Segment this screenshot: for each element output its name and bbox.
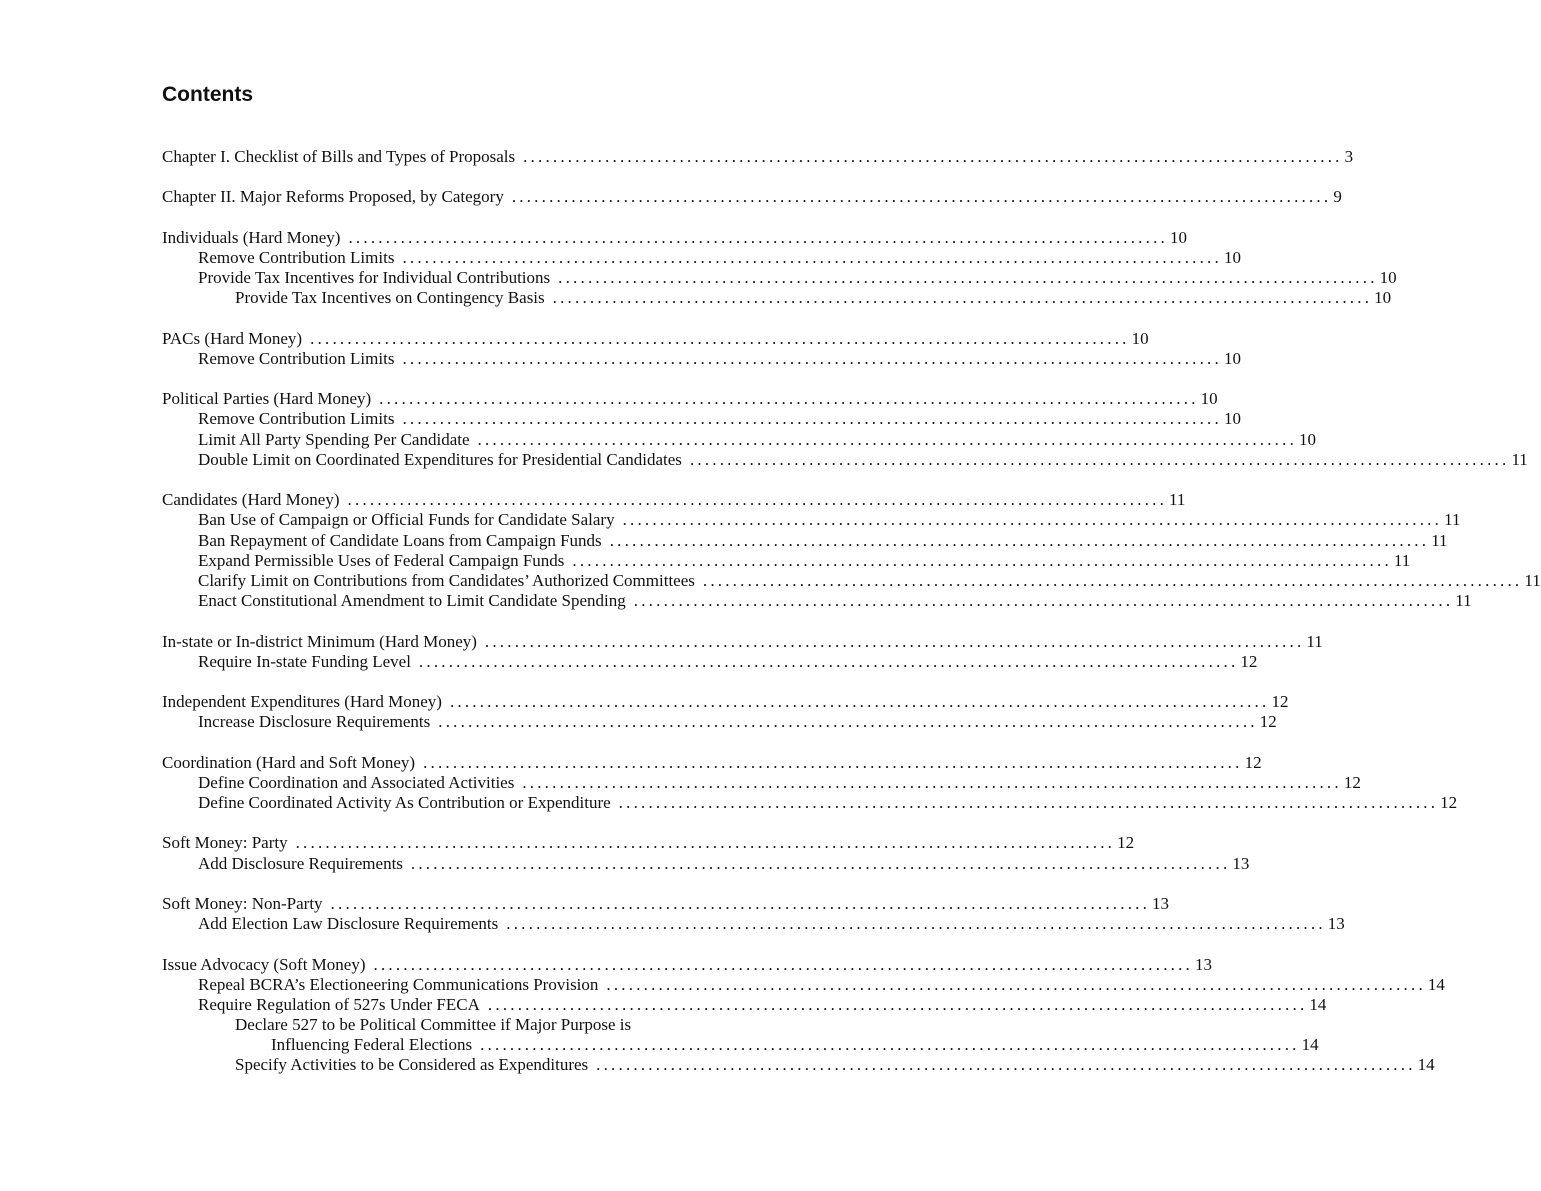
toc-entry-page: 10 [1200,389,1218,409]
toc-entry-title: Candidates (Hard Money) [162,490,340,510]
toc-entry[interactable] [162,348,1241,369]
dot-leader: .............................................................................................................. [477,429,1298,449]
toc-entry-title: Ban Repayment of Candidate Loans from Campaign Funds [198,530,602,550]
dot-leader: .............................................................................................................. [506,914,1326,934]
toc-entry[interactable] [162,893,1170,914]
toc-entry-title: Define Coordination and Associated Activities [198,772,515,792]
toc-entry-title: Double Limit on Coordinated Expenditures for Presidential Candidates [198,449,682,469]
toc-entry-title: Provide Tax Incentives for Individual Contributions [198,268,551,288]
toc-entry-title: Clarify Limit on Contributions from Candidates’ Authorized Committees [198,570,695,590]
toc-entry[interactable] [162,187,1342,207]
toc-entry-title: PACs (Hard Money) [162,328,303,348]
dot-leader: .............................................................................................................. [402,247,1222,267]
page-title: Contents [162,83,253,106]
dot-leader: .............................................................................................................. [484,631,1305,651]
toc-entry-page: 10 [1223,247,1241,267]
dot-leader: .............................................................................................................. [618,793,1439,812]
toc-entry[interactable] [162,449,1528,470]
toc-entry[interactable] [162,1035,1319,1055]
dot-leader: .............................................................................................................. [402,348,1222,368]
toc-entry-title: Individuals (Hard Money) [162,227,341,247]
toc-entry[interactable] [162,490,1186,510]
dot-leader: .............................................................................................................. [622,510,1443,530]
toc-entry[interactable] [162,1055,1435,1075]
toc-entry-page: 10 [1223,348,1241,368]
toc-entry-page: 11 [1169,490,1186,510]
toc-entry[interactable] [162,268,1397,288]
toc-entry[interactable] [162,570,1541,591]
dot-leader: .............................................................................................................. [410,853,1231,873]
toc-entry-page: 14 [1427,974,1445,994]
toc-entry[interactable] [162,692,1289,712]
dot-leader: .............................................................................................................. [633,591,1454,611]
toc-entry[interactable] [162,227,1187,248]
toc-entry-page: 11 [1524,570,1541,590]
dot-leader: .............................................................................................................. [609,530,1430,550]
toc-entry-title: In-state or In-district Minimum (Hard Money) [162,631,477,651]
toc-entry-page: 13 [1232,853,1250,873]
toc-entry-title: Remove Contribution Limits [198,409,395,429]
dot-leader: .............................................................................................................. [379,389,1199,409]
toc-entry-title: Political Parties (Hard Money) [162,389,372,409]
toc-entry-title: Chapter I. Checklist of Bills and Types of Proposals [162,147,516,166]
toc-entry-page: 13 [1195,954,1212,974]
dot-leader: .............................................................................................................. [552,288,1373,308]
toc-entry-page: 12 [1240,651,1258,671]
dot-leader: .............................................................................................................. [310,328,1130,348]
toc-entry-title: Require In-state Funding Level [198,651,411,671]
toc-entry[interactable] [162,954,1212,975]
toc-entry-title: Limit All Party Spending Per Candidate [198,429,470,449]
dot-leader: .............................................................................................................. [295,833,1116,853]
dot-leader: .............................................................................................................. [689,449,1510,469]
toc-entry[interactable] [162,389,1218,409]
toc-entry-page: 11 [1455,591,1472,611]
dot-leader: .............................................................................................................. [418,651,1239,671]
toc-entry-page: 14 [1417,1055,1435,1075]
toc-entry-page: 12 [1343,772,1361,792]
dot-leader: .............................................................................................................. [348,227,1168,247]
table-of-contents [162,147,1541,1076]
toc-entry-page: 14 [1301,1035,1319,1055]
toc-entry[interactable] [162,772,1361,793]
toc-entry[interactable] [162,409,1241,429]
toc-entry-page: 3 [1344,147,1354,166]
toc-entry-title: Influencing Federal Elections [271,1035,473,1055]
toc-entry-title: Declare 527 to be Political Committee if Major Purpose is [235,1015,632,1035]
toc-entry[interactable] [162,510,1461,530]
dot-leader: .............................................................................................................. [522,772,1342,792]
toc-entry-page: 10 [1374,288,1392,308]
toc-entry-page: 13 [1152,893,1170,913]
dot-leader: .............................................................................................................. [347,490,1168,510]
dot-leader: .............................................................................................................. [572,550,1392,570]
toc-entry-page: 11 [1393,550,1411,570]
toc-entry-title: Soft Money: Party [162,833,288,853]
toc-entry-title: Specify Activities to be Considered as Expenditures [235,1055,589,1075]
toc-entry-title: Remove Contribution Limits [198,348,395,368]
toc-entry[interactable] [162,147,1354,167]
toc-entry-title: Soft Money: Non-Party [162,893,323,913]
dot-leader: .............................................................................................................. [438,712,1258,732]
toc-entry-page: 12 [1117,833,1135,853]
toc-entry[interactable] [162,631,1323,652]
toc-entry[interactable] [162,651,1258,672]
toc-entry-page: 12 [1259,712,1277,732]
toc-entry[interactable] [162,288,1392,308]
toc-entry-page: 12 [1244,752,1262,772]
toc-entry[interactable] [162,328,1149,349]
toc-entry[interactable] [162,914,1345,934]
toc-entry[interactable] [162,793,1458,813]
toc-entry-page: 9 [1333,187,1342,207]
dot-leader: .............................................................................................................. [558,268,1378,288]
toc-entry[interactable] [162,833,1135,853]
toc-entry[interactable] [162,429,1317,450]
toc-entry-page: 11 [1431,530,1448,550]
dot-leader: .............................................................................................................. [373,954,1193,974]
toc-entry-page: 10 [1379,268,1397,288]
toc-entry-title: Add Disclosure Requirements [198,853,403,873]
dot-leader: .............................................................................................................. [511,187,1332,207]
toc-entry[interactable] [162,853,1250,874]
toc-entry-page: 10 [1131,328,1149,348]
toc-entry-title: Repeal BCRA’s Electioneering Communications Provision [198,974,599,994]
toc-entry-page: 14 [1309,994,1327,1014]
toc-entry[interactable] [162,712,1277,732]
toc-entry-title: Ban Use of Campaign or Official Funds for Candidate Salary [198,510,615,530]
dot-leader: .............................................................................................................. [449,692,1270,712]
toc-entry-title: Increase Disclosure Requirements [198,712,431,732]
dot-leader: .............................................................................................................. [423,752,1243,772]
toc-entry-title: Independent Expenditures (Hard Money) [162,692,442,712]
toc-entry-page: 11 [1444,510,1461,530]
toc-entry-title: Expand Permissible Uses of Federal Campaign Funds [198,550,565,570]
toc-entry-page: 10 [1223,409,1241,429]
toc-entry-page: 10 [1169,227,1187,247]
toc-entry-title: Coordination (Hard and Soft Money) [162,752,416,772]
toc-entry-title: Define Coordinated Activity As Contribution or Expenditure [198,793,611,812]
dot-leader: .............................................................................................................. [480,1035,1300,1055]
dot-leader: .............................................................................................................. [702,570,1523,590]
toc-entry-title: Enact Constitutional Amendment to Limit Candidate Spending [198,591,626,611]
toc-entry-title: Add Election Law Disclosure Requirements [198,914,499,934]
dot-leader: .............................................................................................................. [596,1055,1416,1075]
toc-entry[interactable] [162,550,1411,571]
toc-entry-title: Issue Advocacy (Soft Money) [162,954,366,974]
toc-entry-title: Provide Tax Incentives on Contingency Basis [235,288,545,308]
toc-entry[interactable] [162,752,1262,773]
toc-entry-title: Remove Contribution Limits [198,247,395,267]
dot-leader: .............................................................................................................. [487,994,1308,1014]
toc-entry-page: 10 [1299,429,1317,449]
toc-entry[interactable] [162,530,1448,551]
toc-entry-page: 12 [1271,692,1289,712]
toc-entry-page: 13 [1327,914,1345,934]
toc-entry-page: 11 [1306,631,1323,651]
toc-entry[interactable] [162,1015,758,1035]
dot-leader: .............................................................................................................. [402,409,1222,429]
dot-leader: .............................................................................................................. [330,893,1151,913]
toc-entry-title: Require Regulation of 527s Under FECA [198,994,480,1014]
toc-entry[interactable] [162,974,1445,995]
toc-entry-page: 11 [1511,449,1528,469]
dot-leader: .............................................................................................................. [606,974,1426,994]
toc-entry-page: 12 [1440,793,1458,812]
toc-entry[interactable] [162,994,1327,1015]
toc-entry-title: Chapter II. Major Reforms Proposed, by Category [162,187,504,207]
dot-leader: .............................................................................................................. [523,147,1343,166]
toc-entry[interactable] [162,247,1241,268]
toc-entry[interactable] [162,591,1472,611]
